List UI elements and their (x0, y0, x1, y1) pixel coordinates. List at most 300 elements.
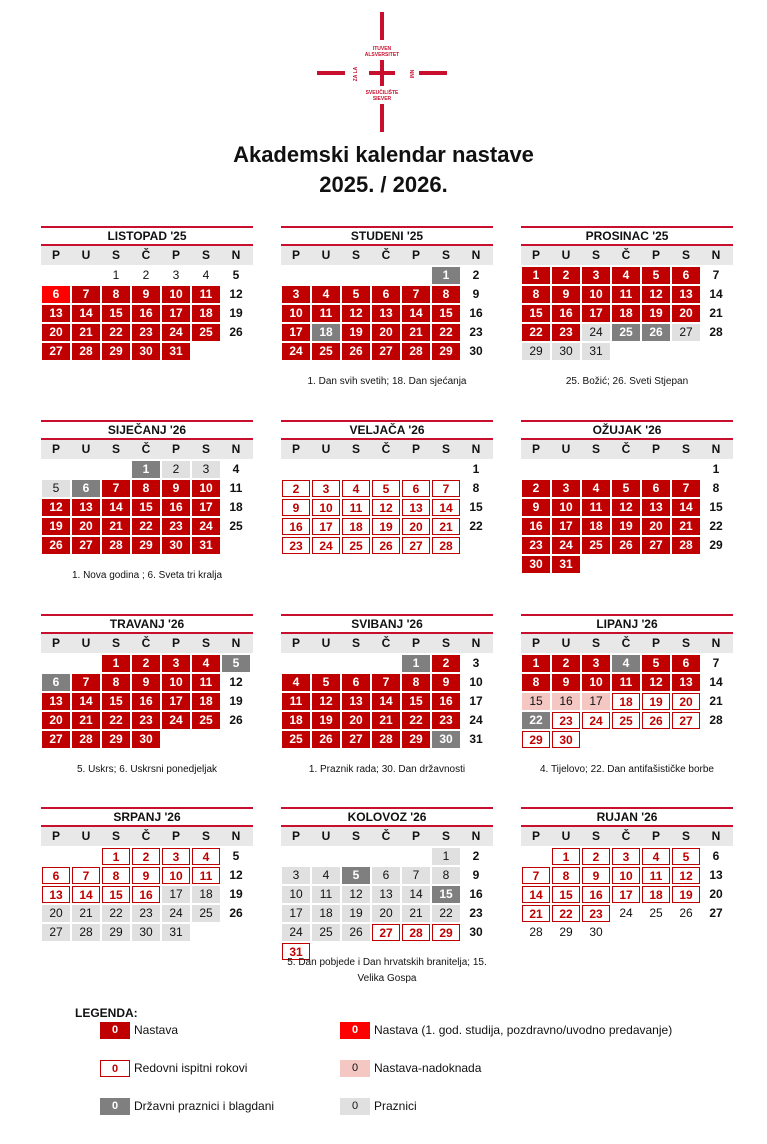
day-cell: 27 (672, 712, 700, 729)
day-cell: 9 (432, 674, 460, 691)
day-cell: 25 (342, 537, 370, 554)
day-cell: 26 (229, 713, 243, 727)
day-cell: 2 (582, 848, 610, 865)
day-cell: 2 (522, 480, 550, 497)
day-cell: 3 (162, 848, 190, 865)
weekday-label: P (651, 829, 660, 843)
day-cell: 25 (192, 905, 220, 922)
day-cell: 3 (282, 867, 310, 884)
day-cell: 21 (372, 712, 400, 729)
day-cell: 12 (229, 868, 243, 882)
day-cell: 18 (312, 905, 340, 922)
weekday-label: N (711, 636, 721, 650)
day-cell: 28 (402, 343, 430, 360)
holiday-note: 25. Božić; 26. Sveti Stjepan (565, 376, 689, 387)
day-cell: 28 (72, 343, 100, 360)
day-cell: 10 (612, 867, 640, 884)
day-cell: 3 (582, 267, 610, 284)
day-cell: 12 (42, 499, 70, 516)
day-cell: 30 (132, 343, 160, 360)
day-cell: 19 (672, 886, 700, 903)
day-cell: 10 (162, 674, 190, 691)
day-cell: 4 (312, 286, 340, 303)
legend-swatch: 0 (340, 1060, 370, 1077)
weekday-label: S (351, 829, 360, 843)
day-cell: 26 (229, 906, 243, 920)
weekday-label: S (681, 248, 690, 262)
weekday-label: U (81, 829, 91, 843)
day-cell: 17 (582, 693, 610, 710)
weekday-label: S (111, 829, 120, 843)
day-cell: 13 (402, 499, 430, 516)
day-cell: 1 (102, 655, 130, 672)
day-cell: 13 (642, 499, 670, 516)
day-cell: 29 (102, 343, 130, 360)
day-grid (281, 653, 493, 767)
day-cell: 23 (132, 905, 160, 922)
day-cell: 20 (372, 905, 400, 922)
weekday-label: P (51, 829, 60, 843)
day-cell: 16 (132, 886, 160, 903)
day-cell: 5 (672, 848, 700, 865)
day-cell: 1 (472, 462, 480, 476)
day-cell: 27 (42, 343, 70, 360)
day-cell: 18 (582, 518, 610, 535)
day-cell: 22 (102, 712, 130, 729)
day-cell: 7 (72, 286, 100, 303)
day-cell: 14 (72, 693, 100, 710)
weekday-label: U (561, 636, 571, 650)
day-cell: 5 (42, 480, 70, 497)
day-grid (281, 459, 493, 573)
weekday-label: S (111, 442, 120, 456)
day-grid (41, 265, 253, 379)
day-cell: 5 (642, 267, 670, 284)
day-cell: 11 (282, 693, 310, 710)
day-cell: 25 (612, 712, 640, 729)
day-cell: 23 (469, 906, 483, 920)
day-cell: 3 (162, 655, 190, 672)
day-cell: 13 (372, 305, 400, 322)
day-cell: 24 (162, 905, 190, 922)
month-title: TRAVANJ '26 (41, 614, 253, 634)
day-cell: 18 (192, 693, 220, 710)
day-cell: 5 (372, 480, 400, 497)
weekday-label: P (291, 442, 300, 456)
day-cell: 6 (672, 267, 700, 284)
day-cell: 24 (162, 712, 190, 729)
day-cell: 17 (282, 324, 310, 341)
day-cell: 28 (709, 713, 723, 727)
day-cell: 22 (469, 519, 483, 533)
day-cell: 22 (432, 905, 460, 922)
weekday-label: N (471, 248, 481, 262)
day-cell: 10 (162, 286, 190, 303)
day-cell: 6 (372, 867, 400, 884)
legend-label: Praznici (374, 1099, 417, 1113)
day-cell: 5 (342, 867, 370, 884)
weekday-label: P (651, 248, 660, 262)
day-cell: 18 (282, 712, 310, 729)
weekday-label: N (711, 248, 721, 262)
day-cell: 20 (672, 693, 700, 710)
weekday-label: Č (381, 829, 391, 843)
day-cell: 24 (312, 537, 340, 554)
logo-text-bottom-2: SIEVER (372, 96, 392, 102)
day-cell: 26 (229, 325, 243, 339)
day-cell: 8 (472, 481, 480, 495)
legend-swatch: 0 (340, 1022, 370, 1039)
day-cell: 11 (312, 305, 340, 322)
weekday-label: N (471, 829, 481, 843)
day-cell: 12 (612, 499, 640, 516)
day-cell: 10 (192, 480, 220, 497)
day-cell: 31 (192, 537, 220, 554)
day-cell: 8 (102, 867, 130, 884)
day-cell: 30 (132, 924, 160, 941)
day-cell: 19 (229, 887, 243, 901)
day-cell: 4 (612, 267, 640, 284)
day-cell: 11 (612, 674, 640, 691)
day-cell: 2 (472, 849, 480, 863)
weekday-label: S (681, 829, 690, 843)
day-cell: 22 (522, 712, 550, 729)
day-cell: 8 (712, 481, 720, 495)
title-line-1: Akademski kalendar nastave (233, 142, 534, 167)
legend-swatch: 0 (340, 1098, 370, 1115)
day-cell: 30 (469, 344, 483, 358)
day-cell: 30 (469, 925, 483, 939)
day-cell: 21 (402, 905, 430, 922)
day-cell: 22 (709, 519, 723, 533)
day-cell: 5 (222, 655, 250, 672)
weekday-label: N (471, 636, 481, 650)
month-title: RUJAN '26 (521, 807, 733, 827)
day-cell: 29 (132, 537, 160, 554)
day-cell: 18 (612, 693, 640, 710)
day-cell: 3 (282, 286, 310, 303)
day-cell: 26 (342, 924, 370, 941)
day-cell: 12 (372, 499, 400, 516)
weekday-label: S (111, 636, 120, 650)
day-cell: 22 (522, 324, 550, 341)
day-cell: 20 (642, 518, 670, 535)
weekday-header (281, 634, 493, 653)
day-cell: 16 (552, 693, 580, 710)
weekday-label: N (231, 442, 241, 456)
weekday-label: P (411, 442, 420, 456)
day-cell: 22 (102, 324, 130, 341)
day-cell: 15 (522, 305, 550, 322)
day-cell: 27 (72, 537, 100, 554)
day-cell: 5 (312, 674, 340, 691)
day-cell: 10 (312, 499, 340, 516)
day-cell: 29 (432, 343, 460, 360)
weekday-label: U (321, 442, 331, 456)
weekday-label: U (81, 636, 91, 650)
day-cell: 20 (402, 518, 430, 535)
day-cell: 7 (672, 480, 700, 497)
month-title: LISTOPAD '25 (41, 226, 253, 246)
day-cell: 23 (432, 712, 460, 729)
legend-item (100, 1021, 178, 1039)
legend-label: Nastava (134, 1023, 179, 1037)
weekday-label: S (201, 248, 210, 262)
day-cell: 1 (132, 461, 160, 478)
day-cell: 29 (709, 538, 723, 552)
day-cell: 9 (132, 286, 160, 303)
day-cell: 17 (312, 518, 340, 535)
month-8 (281, 614, 493, 767)
weekday-label: S (351, 442, 360, 456)
weekday-label: Č (141, 636, 151, 650)
day-cell: 15 (102, 886, 130, 903)
day-cell: 23 (132, 324, 160, 341)
day-cell: 31 (582, 343, 610, 360)
day-cell: 2 (162, 461, 190, 478)
day-cell: 25 (282, 731, 310, 748)
day-cell: 25 (312, 924, 340, 941)
day-cell: 14 (709, 287, 723, 301)
day-cell: 12 (642, 674, 670, 691)
day-cell: 4 (312, 867, 340, 884)
day-cell: 30 (432, 731, 460, 748)
day-cell: 28 (529, 925, 543, 939)
day-cell: 19 (612, 518, 640, 535)
day-cell: 15 (552, 886, 580, 903)
day-cell: 24 (282, 343, 310, 360)
month-3 (521, 226, 733, 379)
day-cell: 31 (552, 556, 580, 573)
day-cell: 25 (192, 712, 220, 729)
day-cell: 27 (372, 924, 400, 941)
day-cell: 14 (102, 499, 130, 516)
day-cell: 15 (432, 886, 460, 903)
day-cell: 6 (72, 480, 100, 497)
legend-item (100, 1059, 247, 1077)
day-cell: 31 (282, 943, 310, 960)
day-cell: 20 (42, 905, 70, 922)
day-cell: 4 (232, 462, 240, 476)
day-cell: 25 (312, 343, 340, 360)
day-cell: 18 (312, 324, 340, 341)
legend-item (340, 1097, 417, 1115)
weekday-header (521, 827, 733, 846)
day-cell: 14 (672, 499, 700, 516)
day-cell: 15 (432, 305, 460, 322)
weekday-label: S (591, 829, 600, 843)
day-cell: 16 (162, 499, 190, 516)
day-cell: 11 (192, 867, 220, 884)
weekday-label: P (411, 636, 420, 650)
day-cell: 29 (402, 731, 430, 748)
day-cell: 9 (282, 499, 310, 516)
weekday-label: S (351, 248, 360, 262)
legend-swatch: 0 (100, 1022, 130, 1039)
day-cell: 23 (132, 712, 160, 729)
month-title: SIJEČANJ '26 (41, 420, 253, 440)
weekday-label: N (231, 636, 241, 650)
day-cell: 6 (672, 655, 700, 672)
day-cell: 6 (42, 674, 70, 691)
day-cell: 20 (42, 712, 70, 729)
month-title: SRPANJ '26 (41, 807, 253, 827)
day-cell: 18 (612, 305, 640, 322)
day-cell: 28 (672, 537, 700, 554)
day-cell: 16 (469, 306, 483, 320)
day-cell: 16 (469, 887, 483, 901)
logo-text-bottom-1: SVEUČILIŠTE (365, 90, 399, 96)
day-cell: 21 (432, 518, 460, 535)
weekday-label: S (201, 636, 210, 650)
holiday-note: 1. Dan svih svetih; 18. Dan sjećanja (307, 376, 467, 387)
day-cell: 14 (402, 886, 430, 903)
weekday-label: N (231, 829, 241, 843)
day-cell: 2 (282, 480, 310, 497)
day-cell: 27 (672, 324, 700, 341)
day-cell: 19 (372, 518, 400, 535)
day-cell: 17 (162, 886, 190, 903)
month-7 (41, 614, 253, 767)
day-cell: 24 (192, 518, 220, 535)
day-cell: 25 (582, 537, 610, 554)
day-cell: 16 (522, 518, 550, 535)
day-cell: 21 (709, 694, 723, 708)
legend-label: Državni praznici i blagdani (134, 1099, 275, 1113)
day-cell: 1 (102, 848, 130, 865)
weekday-label: S (201, 829, 210, 843)
day-cell: 7 (102, 480, 130, 497)
day-cell: 15 (709, 500, 723, 514)
month-title: KOLOVOZ '26 (281, 807, 493, 827)
day-cell: 9 (552, 674, 580, 691)
month-title: VELJAČA '26 (281, 420, 493, 440)
day-cell: 13 (42, 693, 70, 710)
day-cell: 7 (402, 286, 430, 303)
holiday-note: 5. Dan pobjede i Dan hrvatskih branitelja; 15. Velika Gospa (287, 957, 487, 984)
weekday-label: P (531, 829, 540, 843)
day-cell: 22 (402, 712, 430, 729)
weekday-label: S (351, 636, 360, 650)
day-cell: 12 (342, 886, 370, 903)
day-cell: 8 (132, 480, 160, 497)
weekday-label: S (111, 248, 120, 262)
day-cell: 28 (72, 924, 100, 941)
day-cell: 8 (522, 674, 550, 691)
weekday-label: U (321, 636, 331, 650)
month-4 (41, 420, 253, 573)
day-cell: 7 (72, 674, 100, 691)
day-cell: 19 (229, 694, 243, 708)
day-cell: 9 (582, 867, 610, 884)
day-cell: 15 (102, 305, 130, 322)
weekday-label: P (411, 829, 420, 843)
day-cell: 9 (552, 286, 580, 303)
day-cell: 20 (72, 518, 100, 535)
day-cell: 5 (642, 655, 670, 672)
weekday-label: S (441, 442, 450, 456)
day-cell: 21 (402, 324, 430, 341)
day-cell: 12 (642, 286, 670, 303)
day-cell: 23 (552, 712, 580, 729)
day-cell: 16 (282, 518, 310, 535)
day-cell: 11 (192, 674, 220, 691)
day-cell: 2 (432, 655, 460, 672)
day-cell: 12 (229, 675, 243, 689)
day-cell: 2 (132, 848, 160, 865)
day-cell: 15 (522, 693, 550, 710)
legend-item (100, 1097, 274, 1115)
day-cell: 12 (342, 305, 370, 322)
day-cell: 20 (42, 324, 70, 341)
weekday-label: Č (141, 442, 151, 456)
day-cell: 24 (582, 324, 610, 341)
legend-item (340, 1059, 481, 1077)
day-cell: 21 (72, 324, 100, 341)
weekday-label: P (291, 829, 300, 843)
day-cell: 30 (132, 731, 160, 748)
day-cell: 25 (612, 324, 640, 341)
day-cell: 23 (282, 537, 310, 554)
day-cell: 2 (552, 655, 580, 672)
day-cell: 14 (72, 305, 100, 322)
day-cell: 17 (552, 518, 580, 535)
weekday-label: N (711, 442, 721, 456)
weekday-label: S (591, 248, 600, 262)
weekday-label: U (561, 829, 571, 843)
day-cell: 29 (102, 924, 130, 941)
weekday-label: S (681, 636, 690, 650)
weekday-header (41, 440, 253, 459)
day-cell: 9 (522, 499, 550, 516)
weekday-label: S (441, 636, 450, 650)
weekday-label: P (51, 248, 60, 262)
day-cell: 20 (372, 324, 400, 341)
day-cell: 9 (132, 867, 160, 884)
day-cell: 8 (522, 286, 550, 303)
day-grid (281, 846, 493, 960)
day-cell: 3 (552, 480, 580, 497)
day-cell: 19 (229, 306, 243, 320)
day-cell: 14 (432, 499, 460, 516)
day-cell: 18 (342, 518, 370, 535)
day-cell: 16 (132, 305, 160, 322)
day-cell: 19 (312, 712, 340, 729)
title-line-2: 2025. / 2026. (319, 172, 448, 197)
day-cell: 19 (642, 305, 670, 322)
day-cell: 4 (342, 480, 370, 497)
day-cell: 10 (282, 886, 310, 903)
day-cell: 28 (432, 537, 460, 554)
logo-cross-icon (313, 10, 453, 134)
day-cell: 15 (402, 693, 430, 710)
day-cell: 18 (192, 886, 220, 903)
weekday-label: P (531, 248, 540, 262)
day-cell: 2 (472, 268, 480, 282)
day-cell: 17 (162, 693, 190, 710)
day-cell: 19 (342, 324, 370, 341)
day-cell: 14 (522, 886, 550, 903)
day-cell: 1 (712, 462, 720, 476)
day-cell: 5 (612, 480, 640, 497)
weekday-header (281, 440, 493, 459)
weekday-label: Č (621, 248, 631, 262)
day-cell: 23 (469, 325, 483, 339)
legend-label: Nastava (1. god. studija, pozdravno/uvodno predavanje) (374, 1023, 673, 1037)
logo-text-right: NNI (408, 69, 414, 79)
weekday-header (521, 634, 733, 653)
weekday-label: P (171, 248, 180, 262)
